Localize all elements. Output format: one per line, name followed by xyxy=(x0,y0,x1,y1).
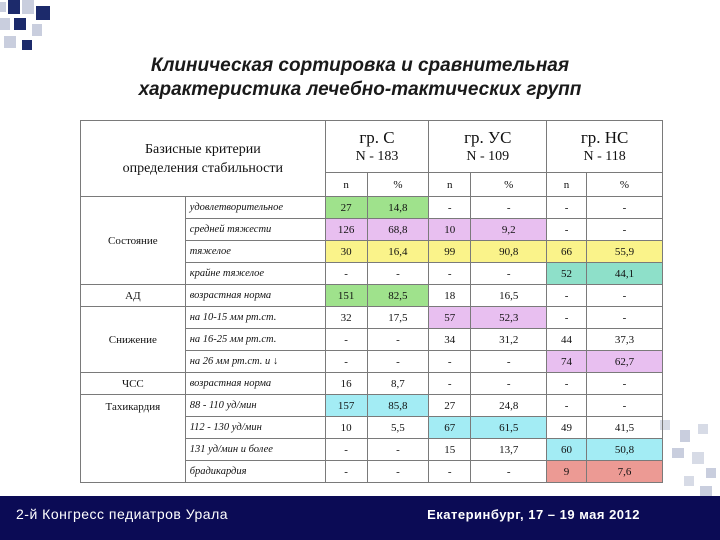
decor-squares-top-left xyxy=(0,0,60,60)
cell-us-pct: 24,8 xyxy=(471,395,547,417)
cell-c-pct: 14,8 xyxy=(367,197,429,219)
group-header-us xyxy=(429,121,547,173)
cell-us-pct: - xyxy=(471,197,547,219)
cell-us-pct: - xyxy=(471,373,547,395)
table-row xyxy=(81,197,663,219)
cell-ns-n: 66 xyxy=(547,241,587,263)
cell-ns-pct: 62,7 xyxy=(586,351,662,373)
cell-us-pct: - xyxy=(471,263,547,285)
cell-c-n: 27 xyxy=(325,197,367,219)
cell-ns-n: 52 xyxy=(547,263,587,285)
param-ad: АД xyxy=(81,285,186,307)
criterion-label: тяжелое xyxy=(185,241,325,263)
criterion-label: средней тяжести xyxy=(185,219,325,241)
cell-c-n: 126 xyxy=(325,219,367,241)
criterion-label: на 10-15 мм рт.ст. xyxy=(185,307,325,329)
cell-ns-n: 60 xyxy=(547,439,587,461)
cell-c-n: 157 xyxy=(325,395,367,417)
group-us-count: N - 109 xyxy=(466,148,510,164)
criterion-label: удовлетворительное xyxy=(185,197,325,219)
sorting-table xyxy=(80,120,663,483)
cell-ns-n: 44 xyxy=(547,329,587,351)
cell-us-n: 57 xyxy=(429,307,471,329)
col-pct-c: % xyxy=(367,173,429,197)
criterion-label: на 26 мм рт.ст. и ↓ xyxy=(185,351,325,373)
cell-ns-n: - xyxy=(547,285,587,307)
footer-location-date: Екатеринбург, 17 – 19 мая 2012 xyxy=(427,507,640,522)
cell-us-n: 27 xyxy=(429,395,471,417)
cell-us-n: - xyxy=(429,351,471,373)
cell-c-n: 151 xyxy=(325,285,367,307)
cell-us-pct: 16,5 xyxy=(471,285,547,307)
cell-us-pct: 61,5 xyxy=(471,417,547,439)
criterion-label: брадикардия xyxy=(185,461,325,483)
table-row xyxy=(81,373,663,395)
cell-us-n: 18 xyxy=(429,285,471,307)
col-pct-ns: % xyxy=(586,173,662,197)
cell-us-n: 67 xyxy=(429,417,471,439)
cell-ns-pct: - xyxy=(586,285,662,307)
param-decrease: Снижение xyxy=(81,307,186,373)
cell-ns-pct: 37,3 xyxy=(586,329,662,351)
criteria-header-line-1: Базисные критерии xyxy=(144,141,261,157)
table-row xyxy=(81,285,663,307)
page-title xyxy=(60,54,660,102)
criterion-label: 88 - 110 уд/мин xyxy=(185,395,325,417)
cell-c-pct: 85,8 xyxy=(367,395,429,417)
group-header-ns xyxy=(547,121,663,173)
cell-ns-pct: 7,6 xyxy=(586,461,662,483)
criterion-label: возрастная норма xyxy=(185,373,325,395)
cell-us-n: 15 xyxy=(429,439,471,461)
cell-c-pct: - xyxy=(367,461,429,483)
col-n-us: n xyxy=(429,173,471,197)
cell-us-pct: - xyxy=(471,351,547,373)
cell-c-n: - xyxy=(325,351,367,373)
cell-ns-n: 74 xyxy=(547,351,587,373)
criterion-label: 112 - 130 уд/мин xyxy=(185,417,325,439)
cell-ns-pct: 44,1 xyxy=(586,263,662,285)
group-c-count: N - 183 xyxy=(355,148,399,164)
group-header-c xyxy=(325,121,429,173)
cell-c-pct: 82,5 xyxy=(367,285,429,307)
cell-c-pct: - xyxy=(367,329,429,351)
param-state: Состояние xyxy=(81,197,186,285)
cell-us-pct: 31,2 xyxy=(471,329,547,351)
cell-us-pct: 90,8 xyxy=(471,241,547,263)
param-hr: ЧСС xyxy=(81,373,186,395)
footer-bar xyxy=(0,496,720,540)
cell-us-n: 34 xyxy=(429,329,471,351)
cell-ns-pct: - xyxy=(586,307,662,329)
cell-us-pct: 52,3 xyxy=(471,307,547,329)
cell-ns-n: 9 xyxy=(547,461,587,483)
title-line-1: Клиническая сортировка и сравнительная xyxy=(150,55,570,76)
cell-c-n: - xyxy=(325,461,367,483)
table-row xyxy=(81,307,663,329)
cell-c-pct: 68,8 xyxy=(367,219,429,241)
cell-ns-pct: 50,8 xyxy=(586,439,662,461)
cell-ns-n: - xyxy=(547,307,587,329)
cell-ns-pct: - xyxy=(586,373,662,395)
cell-ns-n: - xyxy=(547,219,587,241)
cell-us-n: - xyxy=(429,461,471,483)
cell-c-pct: 5,5 xyxy=(367,417,429,439)
group-ns-count: N - 118 xyxy=(583,148,626,164)
cell-c-pct: 17,5 xyxy=(367,307,429,329)
criteria-header xyxy=(81,121,326,197)
cell-c-n: 32 xyxy=(325,307,367,329)
cell-ns-pct: - xyxy=(586,197,662,219)
cell-c-n: - xyxy=(325,329,367,351)
cell-us-pct: 9,2 xyxy=(471,219,547,241)
cell-ns-pct: - xyxy=(586,395,662,417)
col-n-c: n xyxy=(325,173,367,197)
group-ns-name: гр. НС xyxy=(580,127,629,147)
cell-us-n: 10 xyxy=(429,219,471,241)
cell-c-pct: - xyxy=(367,351,429,373)
cell-ns-n: - xyxy=(547,197,587,219)
cell-ns-pct: 55,9 xyxy=(586,241,662,263)
cell-ns-pct: - xyxy=(586,219,662,241)
cell-ns-n: - xyxy=(547,373,587,395)
criterion-label: возрастная норма xyxy=(185,285,325,307)
col-pct-us: % xyxy=(471,173,547,197)
cell-ns-n: - xyxy=(547,395,587,417)
title-line-2: характеристика лечебно-тактических групп xyxy=(138,79,582,100)
cell-c-n: - xyxy=(325,439,367,461)
group-us-name: гр. УС xyxy=(464,127,512,147)
cell-us-n: - xyxy=(429,373,471,395)
cell-c-n: 10 xyxy=(325,417,367,439)
cell-ns-n: 49 xyxy=(547,417,587,439)
group-c-name: гр. С xyxy=(359,127,395,147)
footer-congress-label: 2-й Конгресс педиатров Урала xyxy=(16,506,229,522)
col-n-ns: n xyxy=(547,173,587,197)
cell-c-n: 16 xyxy=(325,373,367,395)
criterion-label: на 16-25 мм рт.ст. xyxy=(185,329,325,351)
cell-c-n: 30 xyxy=(325,241,367,263)
table-row xyxy=(81,395,663,417)
criterion-label: 131 уд/мин и более xyxy=(185,439,325,461)
cell-us-n: 99 xyxy=(429,241,471,263)
cell-c-pct: - xyxy=(367,439,429,461)
cell-us-n: - xyxy=(429,263,471,285)
criteria-header-line-2: определения стабильности xyxy=(122,160,284,176)
criterion-label: крайне тяжелое xyxy=(185,263,325,285)
cell-us-n: - xyxy=(429,197,471,219)
cell-c-pct: 8,7 xyxy=(367,373,429,395)
cell-ns-pct: 41,5 xyxy=(586,417,662,439)
cell-us-pct: - xyxy=(471,461,547,483)
cell-us-pct: 13,7 xyxy=(471,439,547,461)
cell-c-pct: - xyxy=(367,263,429,285)
cell-c-n: - xyxy=(325,263,367,285)
cell-c-pct: 16,4 xyxy=(367,241,429,263)
param-tachy: Тахикардия xyxy=(81,395,186,483)
